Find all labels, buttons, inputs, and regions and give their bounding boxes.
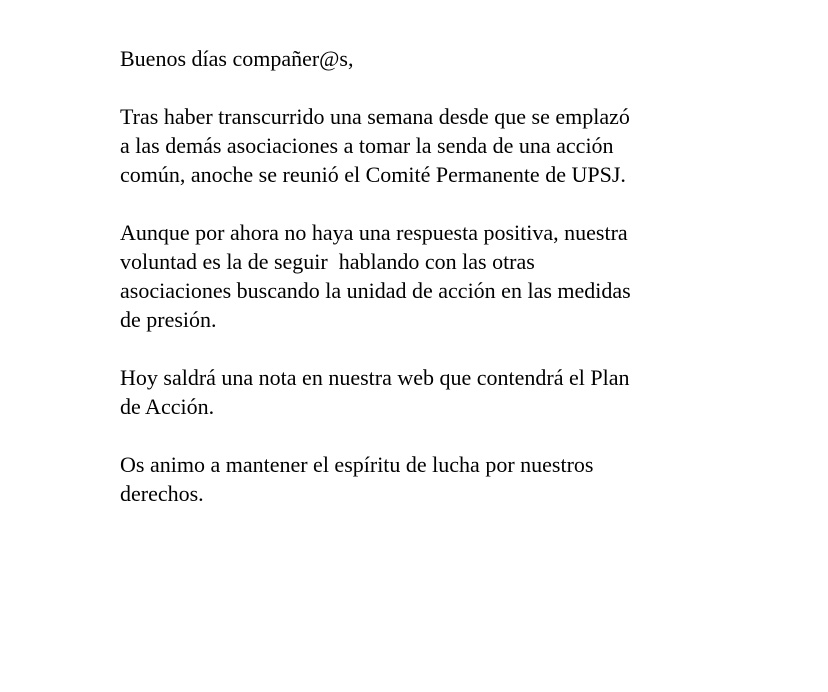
text-line: Tras haber transcurrido una semana desde que se emplazó (120, 104, 630, 129)
paragraph-closing (120, 450, 768, 508)
paragraph-unity-intent (120, 218, 768, 334)
text-line: asociaciones buscando la unidad de acción en las medidas (120, 278, 631, 303)
text-line: Hoy saldrá una nota en nuestra web que contendrá el Plan (120, 365, 630, 390)
text-line: común, anoche se reunió el Comité Permanente de UPSJ. (120, 162, 626, 187)
text-line: Buenos días compañer@s, (120, 46, 354, 71)
document-body (120, 44, 768, 537)
paragraph-web-note (120, 363, 768, 421)
paragraph-week-update (120, 102, 768, 189)
text-line: de presión. (120, 307, 217, 332)
text-line: a las demás asociaciones a tomar la senda de una acción (120, 133, 614, 158)
text-line: Aunque por ahora no haya una respuesta positiva, nuestra (120, 220, 628, 245)
paragraph-greeting (120, 44, 768, 73)
text-line: voluntad es la de seguir hablando con las otras (120, 249, 535, 274)
text-line: Os animo a mantener el espíritu de lucha por nuestros (120, 452, 594, 477)
text-line: derechos. (120, 481, 204, 506)
text-line: de Acción. (120, 394, 215, 419)
